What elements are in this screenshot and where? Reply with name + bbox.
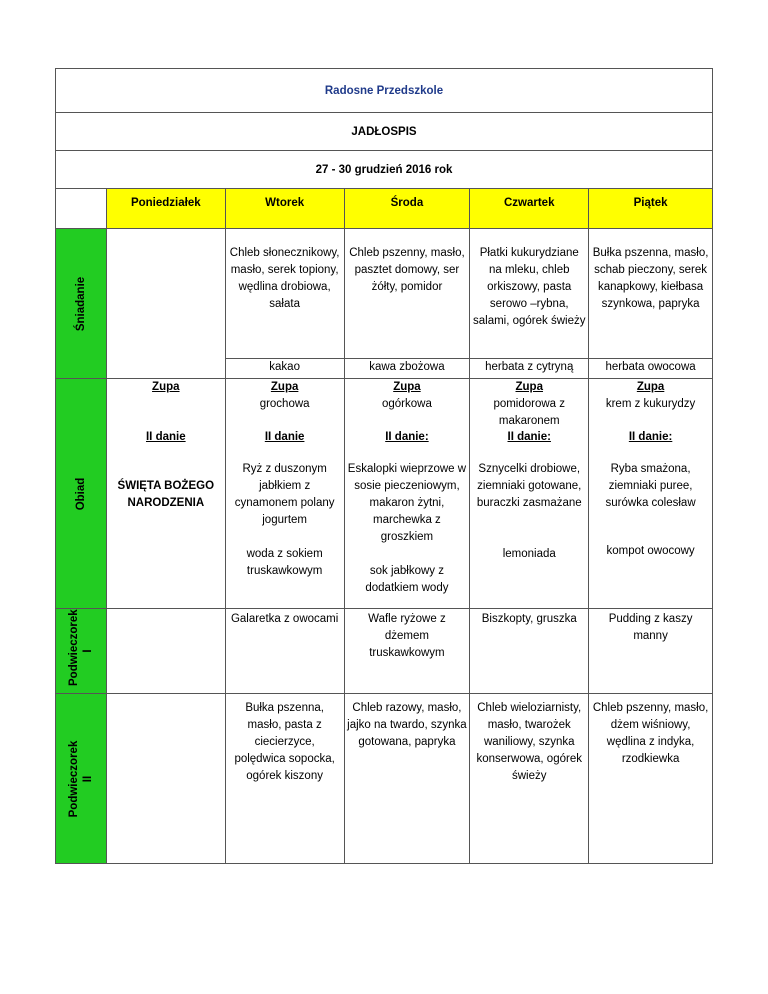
day-thursday: Czwartek [470, 189, 589, 229]
lunch-monday [106, 379, 225, 609]
menu-table [55, 188, 713, 864]
breakfast-thursday-text: Płatki kukurydziane na mleku, chleb orkiszowy, pasta serowo –rybna, salami, ogórek świeży [473, 247, 586, 327]
snack1-label: Podwieczorek I [67, 609, 94, 686]
soup-thursday: pomidorowa z makaronem [493, 398, 566, 427]
main-label-monday: II danie [145, 431, 186, 443]
snack2-label-cell [56, 694, 107, 864]
snack1-tuesday [225, 609, 344, 694]
day-friday: Piątek [589, 189, 713, 229]
lunch-label: Obiad [74, 477, 87, 510]
soup-wednesday: ogórkowa [381, 398, 432, 410]
day-tuesday: Wtorek [225, 189, 344, 229]
snack2-friday [589, 694, 713, 864]
snack1-tuesday-text: Galaretka z owocami [230, 613, 339, 625]
snack1-friday [589, 609, 713, 694]
snack2-friday-text: Chleb pszenny, masło, dżem wiśniowy, wędlina z indyka, rzodkiewka [592, 702, 709, 765]
breakfast-row [56, 229, 713, 359]
date-range: 27 - 30 grudzień 2016 rok [55, 150, 713, 189]
breakfast-monday [106, 229, 225, 379]
drink-thursday: herbata z cytryną [470, 359, 589, 379]
lunch-drink-thursday: lemoniada [502, 548, 556, 560]
soup-label-wednesday: Zupa [393, 381, 421, 393]
breakfast-label-cell [56, 229, 107, 379]
snack1-thursday [470, 609, 589, 694]
snack2-tuesday-text: Bułka pszenna, masło, pasta z ciecierzyce, polędwica sopocka, ogórek kiszony [234, 702, 335, 782]
snack2-tuesday [225, 694, 344, 864]
menu-sheet [55, 68, 713, 836]
lunch-tuesday [225, 379, 344, 609]
soup-label-friday: Zupa [636, 381, 665, 393]
lunch-wednesday [344, 379, 470, 609]
snack1-friday-text: Pudding z kaszy manny [608, 613, 693, 642]
main-label-tuesday: II danie [264, 431, 305, 443]
main-wednesday: Eskalopki wieprzowe w sosie pieczeniowym, makaron żytni, marchewka z groszkiem [347, 463, 467, 543]
soup-label-thursday: Zupa [515, 381, 543, 393]
lunch-drink-wednesday: sok jabłkowy z dodatkiem wody [365, 565, 449, 594]
menu-title: JADŁOSPIS [55, 112, 713, 151]
day-wednesday: Środa [344, 189, 470, 229]
breakfast-wednesday-text: Chleb pszenny, masło, pasztet domowy, ser żółty, pomidor [349, 247, 465, 293]
breakfast-wednesday [344, 229, 470, 359]
main-label-wednesday: II danie: [385, 431, 429, 443]
snack1-wednesday-text: Wafle ryżowe z dżemem truskawkowym [368, 613, 446, 659]
breakfast-friday [589, 229, 713, 359]
breakfast-friday-text: Bułka pszenna, masło, schab pieczony, serek kanapkowy, kiełbasa szynkowa, papryka [592, 247, 709, 310]
main-label-thursday: II danie: [507, 431, 551, 443]
snack2-thursday-text: Chleb wieloziarnisty, masło, twarożek waniliowy, szynka konserwowa, ogórek świeży [476, 702, 582, 782]
snack2-monday [106, 694, 225, 864]
lunch-drink-tuesday: woda z sokiem truskawkowym [246, 548, 323, 577]
snack1-wednesday [344, 609, 470, 694]
corner-cell [56, 189, 107, 229]
holiday-note: ŚWIĘTA BOŻEGO NARODZENIA [117, 480, 215, 509]
day-header-row [56, 189, 713, 229]
lunch-drink-friday: kompot owocowy [606, 545, 695, 557]
breakfast-tuesday-text: Chleb słonecznikowy, masło, serek topiony, wędlina drobiowa, sałata [229, 247, 340, 310]
main-tuesday: Ryż z duszonym jabłkiem z cynamonem polany jogurtem [234, 463, 335, 526]
lunch-thursday [470, 379, 589, 609]
snack2-row [56, 694, 713, 864]
breakfast-tuesday [225, 229, 344, 359]
snack1-row [56, 609, 713, 694]
snack2-label: Podwieczorek II [67, 740, 94, 817]
main-friday: Ryba smażona, ziemniaki puree, surówka colesław [605, 463, 696, 509]
school-name: Radosne Przedszkole [55, 68, 713, 113]
snack1-monday [106, 609, 225, 694]
soup-label-tuesday: Zupa [270, 381, 299, 393]
soup-label-monday: Zupa [152, 381, 180, 393]
breakfast-thursday [470, 229, 589, 359]
snack2-thursday [470, 694, 589, 864]
main-label-friday: II danie: [628, 431, 673, 443]
breakfast-label: Śniadanie [74, 276, 87, 331]
soup-tuesday: grochowa [259, 398, 310, 410]
lunch-friday [589, 379, 713, 609]
lunch-row [56, 379, 713, 609]
snack2-wednesday [344, 694, 470, 864]
main-thursday: Sznycelki drobiowe, ziemniaki gotowane, buraczki zasmażane [476, 463, 582, 509]
day-monday: Poniedziałek [106, 189, 225, 229]
drink-tuesday: kakao [225, 359, 344, 379]
lunch-label-cell [56, 379, 107, 609]
snack1-label-cell [56, 609, 107, 694]
snack2-wednesday-text: Chleb razowy, masło, jajko na twardo, szynka gotowana, papryka [347, 702, 467, 748]
snack1-thursday-text: Biszkopty, gruszka [481, 613, 577, 625]
drink-wednesday: kawa zbożowa [344, 359, 470, 379]
soup-friday: krem z kukurydzy [605, 398, 696, 410]
drink-friday: herbata owocowa [589, 359, 713, 379]
